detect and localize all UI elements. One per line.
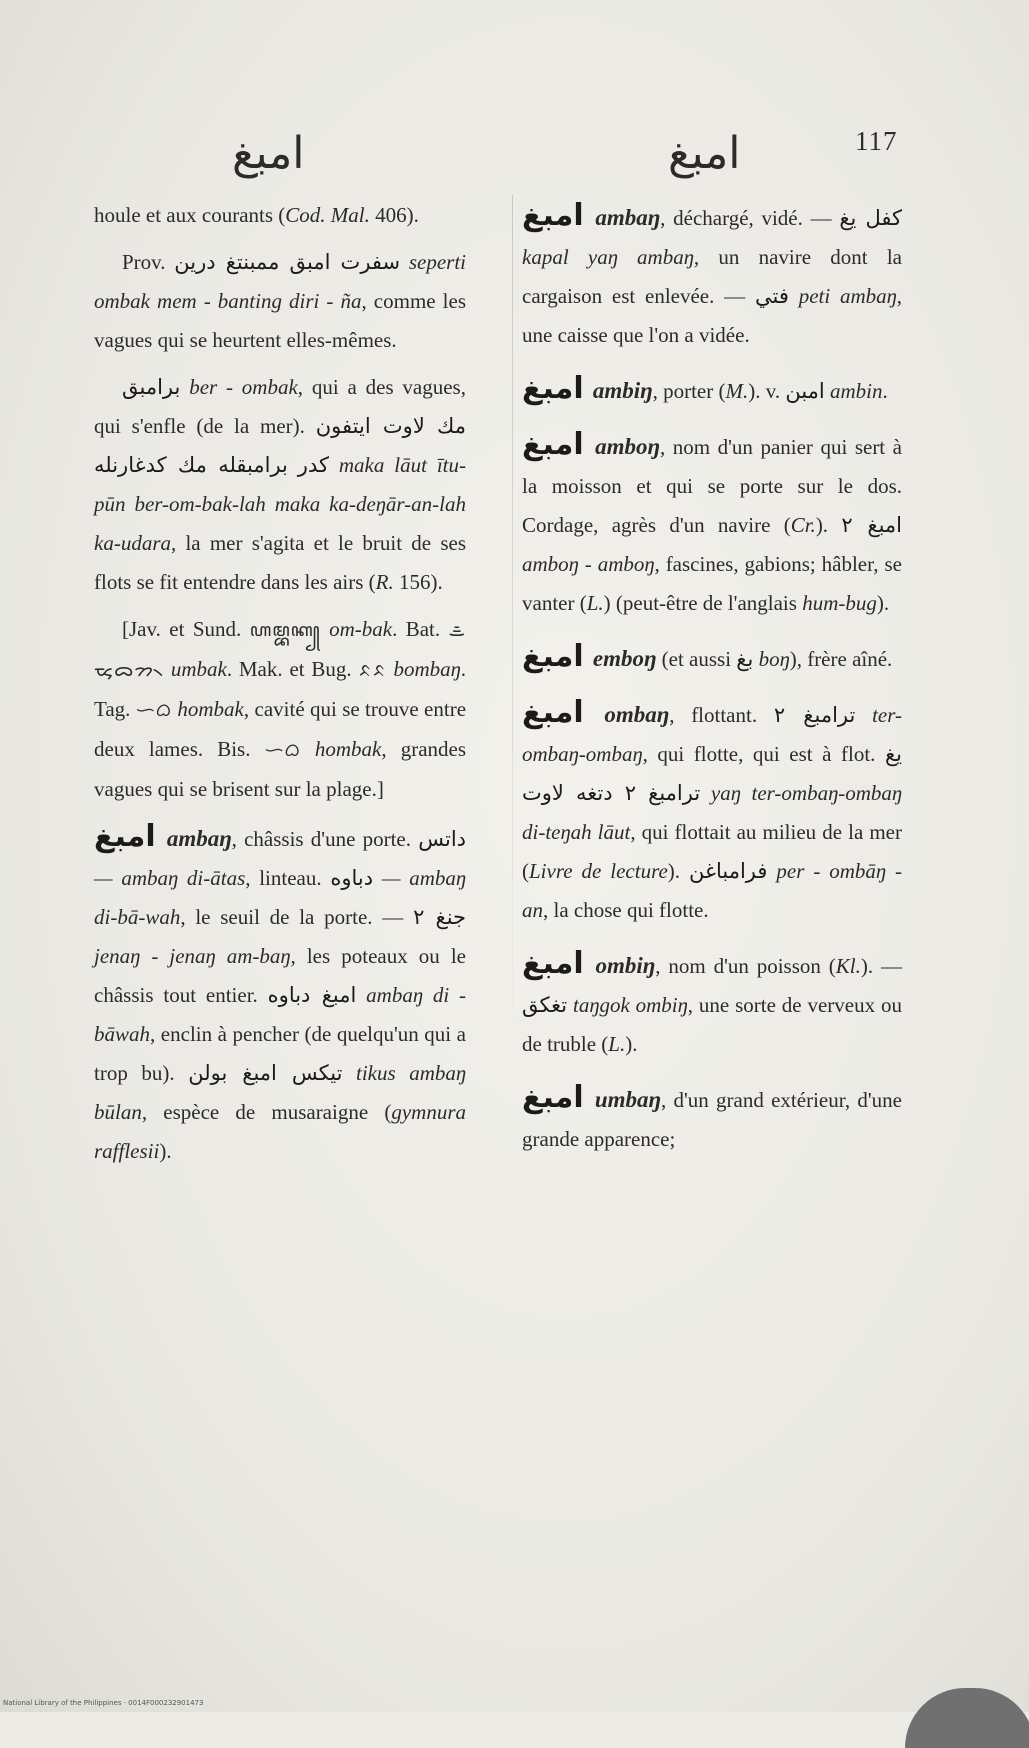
scan-credit: National Library of the Philippines · 0014F000232901473 [3, 1699, 204, 1707]
entry-headword: ambaŋ [595, 205, 661, 230]
entry-ombing: امبغ ombiŋ, nom d'un poisson (Kl.). — تغكق taŋgok ombiŋ, une sorte de verveux ou de truble (L.). [522, 946, 902, 1056]
entry-head-arabic: امبغ [522, 639, 584, 674]
running-head-left: امبغ [232, 128, 305, 179]
entry-head-arabic: امبغ [522, 946, 584, 981]
entry-umbang: امبغ umbaŋ, d'un grand extérieur, d'une grande apparence; [522, 1080, 903, 1151]
entry-head-arabic: امبغ [522, 1080, 584, 1115]
javanese-script-glyph: ꦲꦩ꧀ꦧꦏ꧀ [249, 620, 321, 640]
running-head-right: امبغ [668, 128, 741, 179]
entry-head-arabic: امبغ [94, 819, 156, 854]
entry-ombang: امبغ ombaŋ, flottant. ترامبغ ٢ ter-ombaŋ-ombaŋ, qui flotte, qui est à flot. يغ ترامبغ ٢ دتغه لاوت yaŋ ter-ombaŋ-ombaŋ di-teŋah lāut, qui flottait au milieu de la mer (Livre de lecture). فرامباغن per - ombāŋ - an, la chose qui flotte. [522, 695, 903, 922]
entry-headword: ombiŋ [595, 953, 656, 978]
left-column [94, 196, 466, 1185]
entry-headword: emboŋ [592, 646, 657, 671]
entry-headword: ambaŋ [166, 826, 232, 851]
entry-ambang-2: امبغ ambaŋ, déchargé, vidé. — كفل يغ kapal yaŋ ambaŋ, un navire dont la cargaison est enlevée. — فتي peti ambaŋ, une caisse que l'on a vidée. [522, 198, 903, 347]
proverb-paragraph: Prov. سفرت امبق ممبنتغ درين seperti ombak mem - banting diri - ña, comme les vagues qui se heurtent elles-mêmes. [94, 250, 467, 352]
page-number: 117 [855, 126, 898, 156]
tagalog-script-glyph: ᜑᜊ [135, 700, 173, 720]
entry-head-arabic: امبغ [522, 695, 584, 730]
entry-ambing: امبغ ambiŋ, porter (M.). v. امبن ambin. [522, 371, 888, 406]
right-column [522, 196, 902, 1173]
entry-embong: امبغ emboŋ (et aussi بغ boŋ), frère aîné. [522, 639, 893, 674]
column-divider [512, 195, 513, 1075]
entry-head-arabic: امبغ [522, 427, 584, 462]
bugis-script-glyph: ᨅᨅ [358, 660, 387, 680]
entry-headword: amboŋ [595, 434, 660, 459]
entry-ambong: امبغ amboŋ, nom d'un panier qui sert à la moisson et qui se porte sur le dos. Cordage, agrès d'un navire (Cr.). امبغ ٢ amboŋ - amboŋ, fascines, gabions; hâbler, se vanter (L.) (peut-être de l'anglais hum-bug). [522, 427, 902, 615]
entry-headword: ambiŋ [592, 378, 653, 403]
entry-head-arabic: امبغ [522, 198, 584, 233]
bisaya-script-glyph: ᜑᜊ [264, 740, 301, 760]
entry-headword: ombaŋ [604, 702, 670, 727]
continuation-paragraph: houle et aux courants (Cod. Mal. 406). [94, 203, 419, 227]
entry-head-arabic: امبغ [522, 371, 584, 406]
derived-form-paragraph: برامبق ber - ombak, qui a des vagues, qui s'enfle (de la mer). مك لاوت ايتفون برامبقله مك كدغارنله كدر maka lāut ītu-pūn ber-om-bak-lah maka ka-deŋār-an-lah ka-udara, la mer s'agita et le bruit de ses flots se fit entendre dans les airs (R. 156). [94, 375, 466, 594]
entry-headword: umbaŋ [594, 1087, 661, 1112]
entry-ambang: امبغ ambaŋ, châssis d'une porte. داتس — ambaŋ di-ātas, linteau. دباوه — ambaŋ di-bā-wah, le seuil de la porte. — جنغ ٢ jenaŋ - jenaŋ am-baŋ, les poteaux ou le châssis tout entier. امبغ دباوه ambaŋ di - bāwah, enclin à pencher (de quelqu'un qui a trop bu). تيكس امبغ بولن tikus ambaŋ būlan, espèce de musaraigne (gymnura rafflesii). [94, 819, 467, 1163]
cognates-paragraph: [Jav. et Sund. ꦲꦩ꧀ꦧꦏ꧀ om-bak. Bat. ᯥᯔᯮᯅᯂ᯲ umbak. Mak. et Bug. ᨅᨅ bombaŋ. Tag. ᜑᜊ hombak, cavité qui se trouve entre deux lames. Bis. ᜑᜊ hombak, grandes vagues qui se brisent sur la plage.] [94, 617, 467, 801]
batak-script-glyph: ᯥᯔᯮᯅᯂ᯲ [94, 620, 466, 680]
